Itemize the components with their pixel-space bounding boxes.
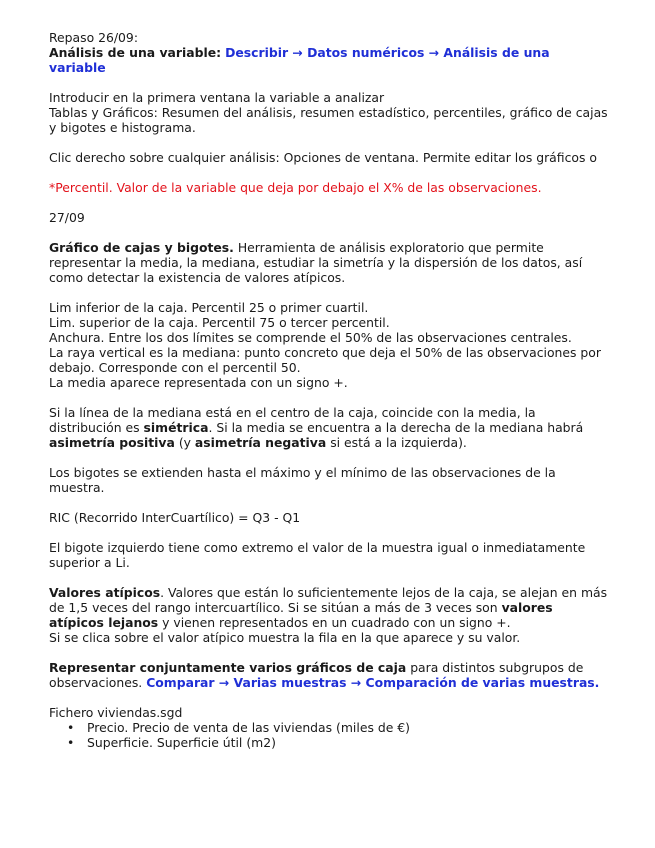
- outliers-paragraph: [49, 585, 609, 630]
- symmetry-text-2: . Si la media se encuentra a la derecha de la mediana habrá: [208, 420, 584, 435]
- date-heading: 27/09: [49, 210, 85, 225]
- symmetry-bold-symmetric: simétrica: [143, 420, 209, 435]
- symmetry-text-3: (y: [174, 435, 195, 450]
- box-line-upper: Lim. superior de la caja. Percentil 75 o tercer percentil.: [49, 315, 390, 330]
- outliers-text-2: y vienen representados en un cuadrado con un signo +.: [158, 615, 511, 630]
- intro-line-2: Tablas y Gráficos: Resumen del análisis, resumen estadístico, percentiles, gráfico de cajas y bigotes e histograma.: [49, 105, 608, 135]
- boxplot-title: Gráfico de cajas y bigotes.: [49, 240, 234, 255]
- symmetry-paragraph: [49, 405, 609, 450]
- symmetry-text-1: Si la línea de la mediana está en el centro de la caja, coincide con la media, la distribución es: [49, 405, 536, 435]
- right-click-note: Clic derecho sobre cualquier análisis: Opciones de ventana. Permite editar los gráficos o: [49, 150, 597, 165]
- whiskers-paragraph: Los bigotes se extienden hasta el máximo y el mínimo de las observaciones de la muestra.: [49, 465, 556, 495]
- outliers-text-1: . Valores que están lo suficientemente lejos de la caja, se alejan en más de 1,5 veces del rango intercuartílico. Si se sitúan a más de 3 veces son: [49, 585, 608, 615]
- boxplot-text: Herramienta de análisis exploratorio que permite representar la media, la mediana, estudiar la simetría y la dispersión de los datos, así como detectar la existencia de valores atípicos.: [49, 240, 583, 285]
- symmetry-bold-positive: asimetría positiva: [49, 435, 175, 450]
- document-page: [49, 30, 609, 750]
- symmetry-bold-negative: asimetría negativa: [194, 435, 327, 450]
- outliers-title: Valores atípicos: [49, 585, 161, 600]
- list-item: • Precio. Precio de venta de las viviendas (miles de €): [87, 720, 609, 735]
- left-whisker-paragraph: El bigote izquierdo tiene como extremo el valor de la muestra igual o inmediatamente superior a Li.: [49, 540, 586, 570]
- review-date: Repaso 26/09:: [49, 30, 138, 45]
- box-line-lower: Lim inferior de la caja. Percentil 25 o primer cuartil.: [49, 300, 369, 315]
- outliers-click-note: Si se clica sobre el valor atípico muestra la fila en la que aparece y su valor.: [49, 630, 521, 645]
- multiple-menu-path: Comparar → Varias muestras → Comparación de varias muestras.: [146, 675, 600, 690]
- multiple-title: Representar conjuntamente varios gráficos de caja: [49, 660, 407, 675]
- outliers-bold-far: valores atípicos lejanos: [49, 600, 553, 630]
- multiple-boxplots-paragraph: [49, 660, 609, 690]
- box-line-mean: La media aparece representada con un signo +.: [49, 375, 348, 390]
- analysis-menu-path: Describir → Datos numéricos → Análisis de una variable: [49, 45, 550, 75]
- intro-line-1: Introducir en la primera ventana la variable a analizar: [49, 90, 385, 105]
- file-name: Fichero viviendas.sgd: [49, 705, 183, 720]
- box-line-width: Anchura. Entre los dos límites se comprende el 50% de las observaciones centrales.: [49, 330, 572, 345]
- box-line-median: La raya vertical es la mediana: punto concreto que deja el 50% de las observaciones por debajo. Corresponde con el percentil 50.: [49, 345, 601, 375]
- symmetry-text-4: si está a la izquierda).: [326, 435, 467, 450]
- percentile-note: *Percentil. Valor de la variable que deja por debajo el X% de las observaciones.: [49, 180, 542, 195]
- analysis-heading: [49, 45, 609, 75]
- list-item: • Superficie. Superficie útil (m2): [87, 735, 609, 750]
- boxplot-paragraph: [49, 240, 609, 285]
- ric-formula: RIC (Recorrido InterCuartílico) = Q3 - Q1: [49, 510, 301, 525]
- analysis-title: Análisis de una variable:: [49, 45, 222, 60]
- file-variables-list: [49, 720, 609, 750]
- multiple-text: para distintos subgrupos de observaciones.: [49, 660, 584, 690]
